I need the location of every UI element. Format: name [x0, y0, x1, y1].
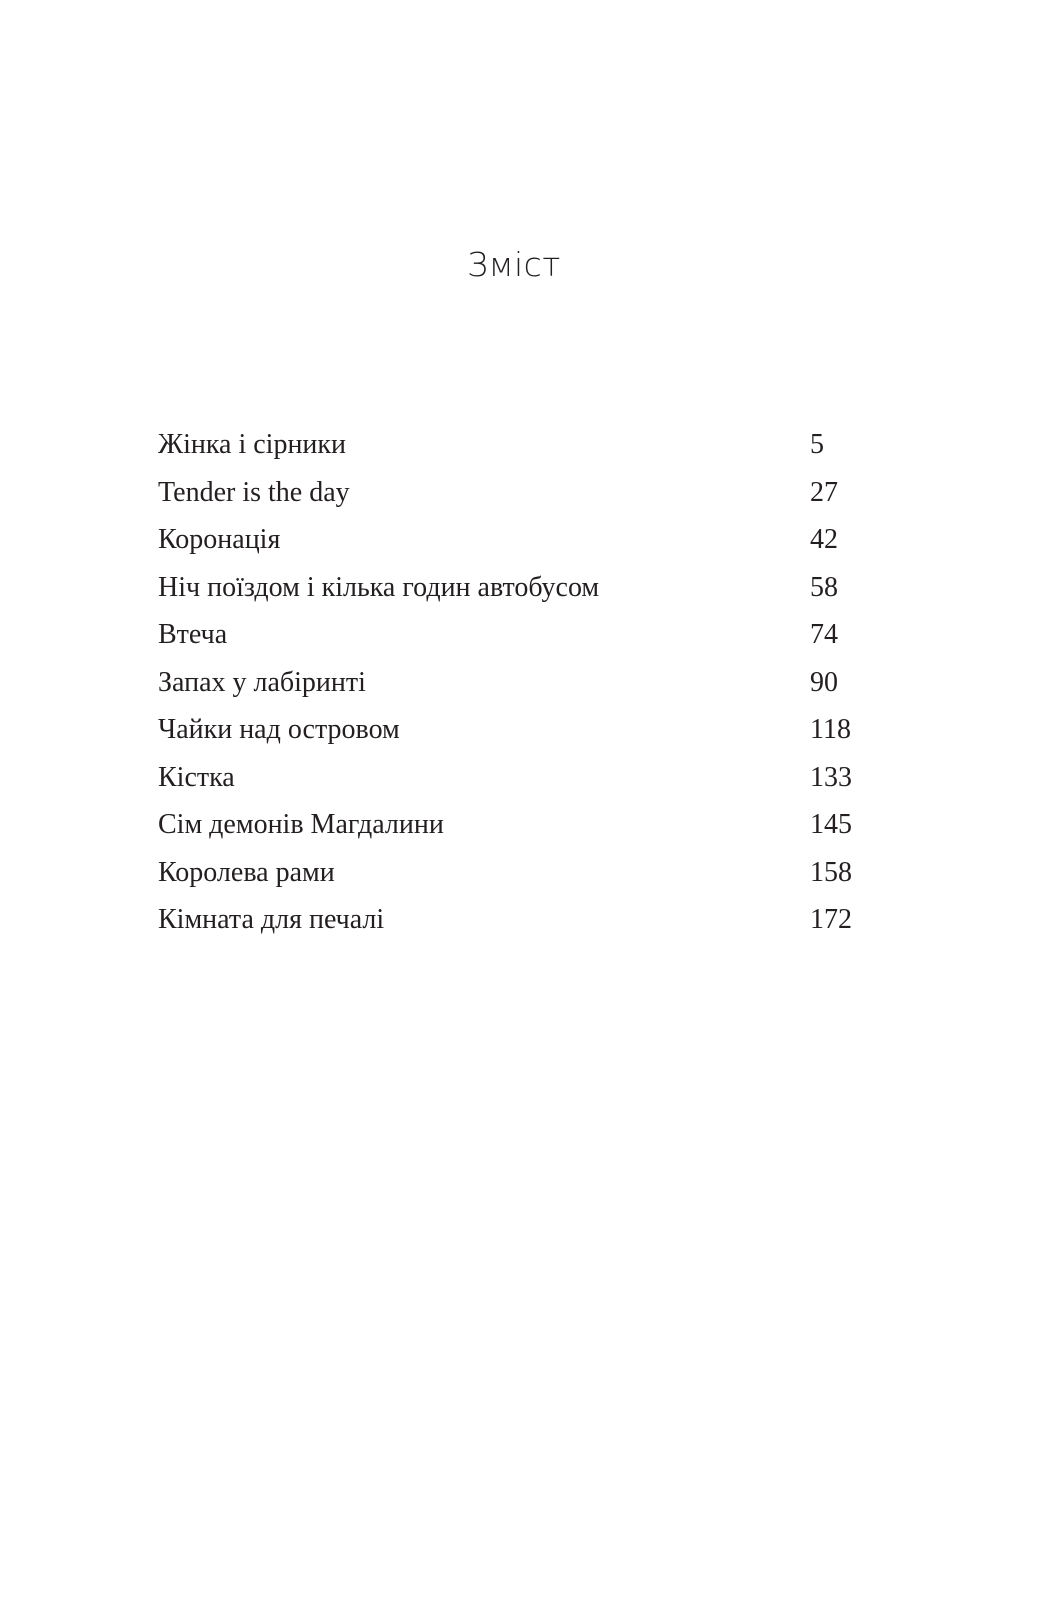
toc-entry-title: Ніч поїздом і кілька годин автобусом	[158, 571, 600, 603]
toc-entry	[158, 712, 858, 760]
table-of-contents	[158, 427, 858, 950]
toc-entry-page-number: 42	[810, 524, 838, 555]
toc-entry-title: Сім демонів Магдалини	[158, 809, 444, 840]
toc-entry-page-number: 5	[810, 429, 824, 460]
toc-entry	[158, 665, 858, 713]
toc-entry-title: Запах у лабіринті	[158, 666, 366, 698]
toc-entry-page-number: 133	[810, 761, 852, 793]
toc-entry	[158, 807, 858, 855]
toc-entry-page-number: 58	[810, 571, 838, 603]
toc-entry	[158, 427, 858, 475]
toc-entry-page-number: 118	[810, 714, 851, 745]
toc-entry-page-number: 172	[810, 904, 852, 935]
toc-entry	[158, 475, 858, 523]
toc-entry-page-number: 158	[810, 856, 852, 888]
toc-entry-title: Кімната для печалі	[158, 904, 385, 935]
toc-entry	[158, 617, 858, 665]
toc-entry-page-number: 145	[810, 809, 852, 840]
toc-entry	[158, 902, 858, 950]
toc-entry-title: Королева рами	[158, 856, 335, 888]
toc-entry-title: Чайки над островом	[158, 714, 400, 745]
page-title: Зміст	[467, 245, 561, 284]
toc-entry-page-number: 90	[810, 666, 838, 698]
toc-entry-title: Втеча	[158, 619, 228, 650]
toc-entry-title: Tender is the day	[158, 476, 350, 508]
toc-entry	[158, 760, 858, 808]
toc-entry-title: Коронація	[158, 524, 281, 555]
toc-entry-title: Жінка і сірники	[158, 429, 347, 460]
toc-entry-page-number: 27	[810, 476, 838, 508]
toc-entry-title: Кістка	[158, 761, 235, 793]
toc-entry	[158, 570, 858, 618]
toc-entry	[158, 855, 858, 903]
toc-entry-page-number: 74	[810, 619, 838, 650]
toc-entry	[158, 522, 858, 570]
